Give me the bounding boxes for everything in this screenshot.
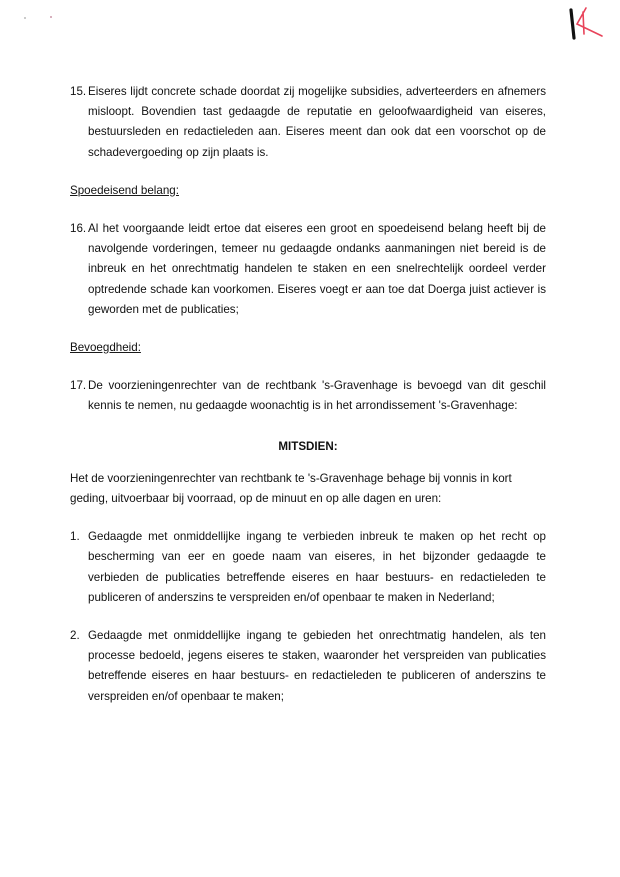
digit-one-stroke <box>571 10 574 38</box>
claim-text: Gedaagde met onmiddellijke ingang te gebieden het onrechtmatig handelen, als ten processe bedoeld, jegens eiseres te staken, waaronder het verspreiden van publicaties betreffende eiseres en haar bestuurs- en redactieleden te publiceren of anderszins te verspreiden en/of openbaar te maken; <box>88 629 546 703</box>
paragraph-17 <box>70 376 546 416</box>
paragraph-text: Al het voorgaande leidt ertoe dat eiseres een groot en spoedeisend belang heeft bij de navolgende vorderingen, temeer nu gedaagde ondanks aanmaningen niet bereid is de inbreuk en het onrechtmatig handelen te staken en een snelrechtelijk oordeel verder optredende schade kan voorkomen. Eiseres voegt er aan toe dat Doerga juist actiever is geworden met de publicaties; <box>88 222 546 316</box>
paragraph-16 <box>70 219 546 320</box>
paragraph-number: 15. <box>70 85 87 98</box>
paragraph-number: 17. <box>70 379 87 393</box>
paragraph-number: 16. <box>70 222 87 236</box>
section-heading-urgency: Spoedeisend belang: <box>70 183 179 197</box>
document-body <box>70 82 546 707</box>
claim-2 <box>70 626 546 707</box>
scan-speck <box>24 17 26 19</box>
paragraph-text: Eiseres lijdt concrete schade doordat zij mogelijke subsidies, adverteerders en afnemers misloopt. Bovendien tast gedaagde de reputatie en geloofwaardigheid van eiseres, bestuursleden en redactieleden aan. Eiseres meent dan ook dat een voorschot op de schadevergoeding op zijn plaats is. <box>88 85 546 159</box>
scan-speck <box>50 16 52 18</box>
paragraph-15 <box>70 82 546 163</box>
claim-number: 1. <box>70 530 80 544</box>
claim-text: Gedaagde met onmiddellijke ingang te verbieden inbreuk te maken op het recht op bescherming van eer en goede naam van eiseres, in het bijzonder gedaagde te verbieden de publicaties betreffende eiseres en haar bestuurs- en redactieleden te publiceren of anderszins te verspreiden en/of openbaar te maken in Nederland; <box>88 530 546 604</box>
handwritten-page-number <box>558 4 608 40</box>
paragraph-text: De voorzieningenrechter van de rechtbank 's-Gravenhage is bevoegd van dit geschil kennis te nemen, nu gedaagde woonachtig is in het arrondissement 's-Gravenhage: <box>88 379 546 413</box>
page-number-glyphs <box>558 4 608 40</box>
digit-four-stroke <box>577 8 602 36</box>
scan-specks <box>20 14 60 22</box>
claims-intro: Het de voorzieningenrechter van rechtbank te 's-Gravenhage behage bij vonnis in kort geding, uitvoerbaar bij voorraad, op de minuut en op alle dagen en uren: <box>70 471 512 506</box>
claim-1 <box>70 527 546 608</box>
section-heading-jurisdiction: Bevoegdheid: <box>70 341 141 355</box>
mitsdien-title: MITSDIEN: <box>278 439 338 453</box>
claim-number: 2. <box>70 629 80 643</box>
